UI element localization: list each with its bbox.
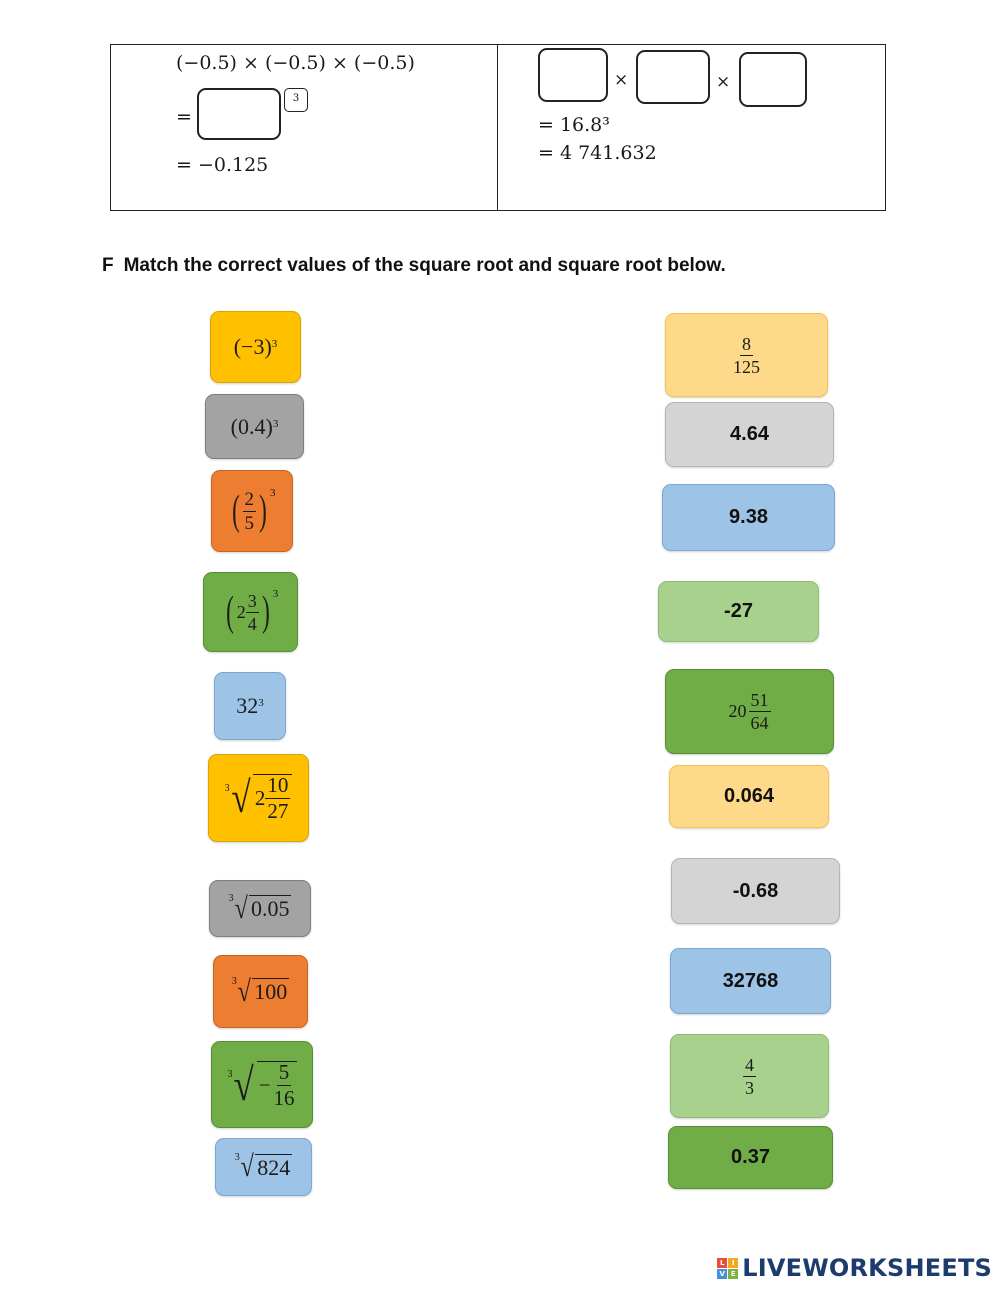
factor-input-3[interactable]: [739, 52, 807, 107]
expression: [236, 693, 264, 719]
denominator: 16: [273, 1085, 295, 1110]
denominator: 27: [267, 799, 289, 823]
denominator: 64: [750, 713, 769, 733]
open-paren: (: [225, 589, 234, 635]
liveworksheets-logo: [717, 1254, 992, 1282]
numerator: 10: [267, 773, 289, 797]
numerator: 2: [244, 488, 254, 510]
value: 4.64: [730, 423, 769, 445]
expression: [231, 414, 279, 440]
root-index: 3: [234, 1151, 240, 1163]
denominator: 125: [733, 356, 760, 377]
power-line: = 16.8³: [538, 114, 610, 136]
logo-wordmark: LIVEWORKSHEETS: [742, 1254, 992, 1282]
denominator: 5: [244, 512, 254, 534]
left-card-neg3-cubed[interactable]: [210, 311, 301, 383]
exponent: 3: [270, 487, 276, 499]
numerator: 8: [742, 333, 751, 354]
left-card-cbrt-neg-fraction[interactable]: [211, 1041, 313, 1128]
radicand: 824: [257, 1154, 291, 1180]
times-sign-2: ×: [716, 72, 731, 92]
close-paren: ): [261, 589, 270, 635]
exponent: 3: [271, 338, 278, 350]
fraction: [749, 691, 771, 732]
whole: 2: [254, 786, 266, 810]
root-index: 3: [224, 782, 230, 794]
equals-sign: =: [176, 106, 192, 128]
exponent: 3: [258, 697, 264, 709]
root-index: 3: [231, 976, 237, 987]
left-card-0-4-cubed[interactable]: [205, 394, 304, 459]
value: [733, 335, 760, 376]
left-card-cbrt-100[interactable]: [213, 955, 308, 1028]
value: -27: [724, 600, 753, 622]
example-expression: (−0.5) × (−0.5) × (−0.5): [176, 52, 415, 74]
exponent: 3: [272, 588, 279, 600]
left-card-two-fifths-cubed[interactable]: [211, 470, 293, 552]
right-card-neg-27[interactable]: [658, 581, 819, 642]
base: (−3): [233, 334, 272, 359]
right-card-0-37[interactable]: [668, 1126, 833, 1189]
fraction: [273, 1059, 295, 1110]
times-sign-1: ×: [614, 70, 629, 90]
logo-tile: E: [728, 1269, 738, 1279]
expression: [228, 891, 292, 925]
left-card-mixed-cubed[interactable]: [203, 572, 298, 652]
radical-sign: √: [240, 1150, 254, 1183]
exponent: 3: [272, 417, 279, 430]
left-card-32-cubed[interactable]: [214, 672, 286, 740]
minus-sign: −: [258, 1072, 271, 1097]
expression: [231, 974, 289, 1008]
base: (0.4): [230, 413, 273, 439]
value: [729, 691, 771, 732]
section-instruction: Match the correct values of the square root and square root below.: [123, 255, 726, 276]
whole: 20: [728, 701, 747, 721]
base: 32: [236, 693, 259, 718]
radical-sign: √: [234, 891, 248, 925]
numerator: 4: [745, 1054, 754, 1075]
right-card-4-over-3[interactable]: [670, 1034, 829, 1118]
numerator: 51: [750, 690, 769, 710]
left-card-cbrt-0-05[interactable]: [209, 880, 311, 937]
value: [743, 1056, 756, 1097]
fraction: [246, 592, 259, 633]
numerator: 3: [247, 590, 257, 611]
fraction: [743, 1056, 756, 1097]
fraction: [243, 490, 257, 533]
right-card-4-64[interactable]: [665, 402, 834, 467]
whole: 2: [236, 601, 246, 622]
expression: [223, 588, 279, 635]
expression: [227, 1058, 296, 1110]
right-card-20-51-64[interactable]: [665, 669, 834, 754]
example-result: = −0.125: [176, 154, 269, 176]
logo-tile: I: [728, 1258, 738, 1268]
right-card-8-over-125[interactable]: [665, 313, 828, 397]
section-heading: [102, 255, 726, 277]
radical-sign: √: [233, 1058, 255, 1110]
value: 0.37: [731, 1146, 770, 1168]
root-index: 3: [228, 893, 234, 904]
radical-sign: √: [231, 773, 251, 822]
right-card-0-064[interactable]: [669, 765, 829, 828]
section-letter: F: [102, 255, 114, 276]
right-card-neg-0-68[interactable]: [671, 858, 840, 924]
exponent-box: 3: [284, 88, 308, 112]
radicand: 100: [254, 979, 288, 1004]
factor-input-2[interactable]: [636, 50, 710, 104]
fraction: [265, 775, 290, 822]
radicand: [257, 1061, 297, 1109]
expression: [235, 1152, 292, 1182]
logo-tile: L: [717, 1258, 727, 1268]
left-card-cbrt-824[interactable]: [215, 1138, 312, 1196]
logo-tiles-icon: [717, 1258, 738, 1279]
radicand: [253, 774, 293, 822]
factor-input-1[interactable]: [538, 48, 608, 102]
logo-tile: V: [717, 1269, 727, 1279]
expression: [234, 334, 278, 360]
open-paren: (: [231, 488, 240, 534]
close-paren: ): [259, 488, 267, 534]
radicand: 0.05: [250, 896, 290, 921]
denominator: 4: [247, 613, 257, 634]
product-line: = 4 741.632: [538, 142, 657, 164]
value: 9.38: [729, 506, 768, 528]
right-card-32768[interactable]: [670, 948, 831, 1014]
expression: [225, 774, 293, 822]
denominator: 3: [745, 1077, 754, 1098]
numerator: 5: [278, 1059, 290, 1084]
base-answer-input[interactable]: [197, 88, 281, 140]
expression: [229, 487, 276, 534]
table-divider: [497, 44, 498, 211]
radical-sign: √: [237, 974, 251, 1008]
root-index: 3: [227, 1069, 233, 1080]
left-card-cbrt-mixed[interactable]: [208, 754, 309, 842]
value: -0.68: [732, 879, 779, 902]
fraction: [733, 335, 760, 376]
right-card-9-38[interactable]: [662, 484, 835, 551]
value: 0.064: [723, 785, 775, 807]
value: 32768: [722, 969, 779, 992]
